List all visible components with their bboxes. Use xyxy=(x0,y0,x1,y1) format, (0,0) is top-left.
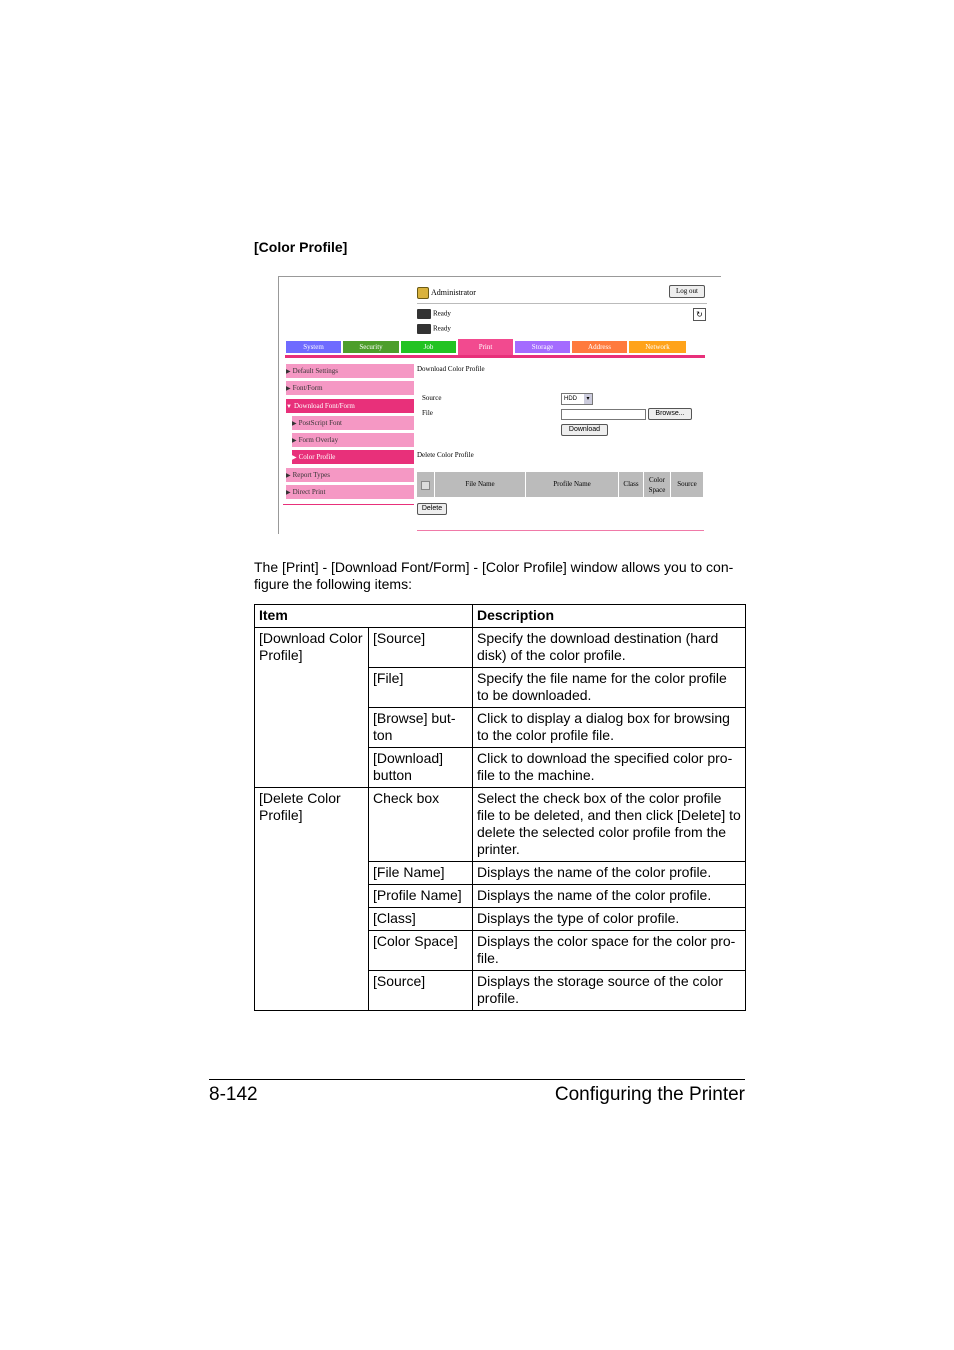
menu-label: Color Profile xyxy=(298,453,336,461)
menu-default-settings[interactable] xyxy=(286,364,414,378)
row-item: [Color Space] xyxy=(369,931,473,971)
table-row xyxy=(255,628,746,668)
admin-label xyxy=(417,287,476,299)
row-description: Displays the name of the color profile. xyxy=(473,862,746,885)
menu-label: Report Types xyxy=(292,471,330,479)
file-input[interactable] xyxy=(561,409,646,420)
column-class: Class xyxy=(619,472,644,497)
row-description: Specify the download destination (hard disk) of the color profile. xyxy=(473,628,746,668)
row-description: Displays the storage source of the color profile. xyxy=(473,971,746,1011)
tab-job[interactable]: Job xyxy=(401,341,456,353)
admin-text: Administrator xyxy=(431,287,476,297)
download-section-title: Download Color Profile xyxy=(417,365,485,373)
column-label: Space xyxy=(648,486,666,494)
row-item: Check box xyxy=(369,788,473,862)
administrator-icon xyxy=(417,287,429,299)
frame-border xyxy=(278,276,721,277)
arrow-right-icon: ▶ xyxy=(292,438,297,444)
row-description: Click to download the specified color pro- file to the machine. xyxy=(473,748,746,788)
column-source: Source xyxy=(671,472,703,497)
arrow-right-icon: ▶ xyxy=(286,386,291,392)
source-select[interactable] xyxy=(561,393,593,405)
arrow-down-icon: ▼ xyxy=(286,404,292,410)
tab-underline xyxy=(285,355,705,358)
status-text: Ready xyxy=(433,324,451,333)
row-description: Displays the color space for the color pro- file. xyxy=(473,931,746,971)
printer-icon xyxy=(417,324,431,334)
download-button[interactable]: Download xyxy=(561,424,608,436)
menu-color-profile[interactable] xyxy=(292,450,414,464)
row-description: Displays the type of color profile. xyxy=(473,908,746,931)
delete-button[interactable]: Delete xyxy=(417,503,447,515)
tab-network[interactable]: Network xyxy=(629,341,686,353)
divider xyxy=(283,504,414,505)
arrow-right-icon: ▶ xyxy=(286,490,291,496)
settings-table xyxy=(254,604,746,1011)
row-item: [Download] button xyxy=(369,748,473,788)
column-profile-name: Profile Name xyxy=(526,472,619,497)
table-header-row xyxy=(255,605,746,628)
file-label: File xyxy=(422,409,433,417)
section-heading: [Color Profile] xyxy=(254,239,348,255)
column-label: Color xyxy=(649,476,665,484)
menu-report-types[interactable] xyxy=(286,468,414,482)
menu-label: Form Overlay xyxy=(298,436,339,444)
row-item: [File] xyxy=(369,668,473,708)
arrow-right-icon: ▶ xyxy=(286,473,291,479)
row-item: [Source] xyxy=(369,628,473,668)
select-all-header xyxy=(417,472,435,497)
menu-label: Download Font/Form xyxy=(293,402,355,410)
status-ready-2 xyxy=(417,324,451,334)
row-description: Select the check box of the color profile file to be deleted, and then click [Delete] to delete the selected color profile from the printer. xyxy=(473,788,746,862)
group-download-color-profile: [Download Color Profile] xyxy=(255,628,369,788)
arrow-right-icon: ▶ xyxy=(292,421,297,427)
row-description: Click to display a dialog box for browsing to the color profile file. xyxy=(473,708,746,748)
menu-postscript-font[interactable] xyxy=(292,416,414,430)
row-item: [Browse] but- ton xyxy=(369,708,473,748)
source-select-value: HDD xyxy=(564,396,577,402)
row-description: Specify the file name for the color profile to be downloaded. xyxy=(473,668,746,708)
printer-icon xyxy=(417,309,431,319)
arrow-right-icon: ▶ xyxy=(286,369,291,375)
header-item: Item xyxy=(255,605,473,628)
column-file-name: File Name xyxy=(435,472,526,497)
row-description: Displays the name of the color profile. xyxy=(473,885,746,908)
arrow-right-icon: ▶ xyxy=(292,455,297,461)
header-description: Description xyxy=(473,605,746,628)
source-label: Source xyxy=(422,394,442,402)
table-row xyxy=(255,788,746,862)
row-item: [File Name] xyxy=(369,862,473,885)
status-ready-1 xyxy=(417,309,451,319)
divider xyxy=(417,303,707,304)
select-all-checkbox[interactable] xyxy=(421,481,430,490)
menu-font-form[interactable] xyxy=(286,381,414,395)
web-ui-screenshot xyxy=(278,276,721,534)
tab-storage[interactable]: Storage xyxy=(515,341,570,353)
divider xyxy=(417,530,704,531)
browse-button[interactable]: Browse... xyxy=(648,408,692,420)
menu-label: Font/Form xyxy=(292,384,323,392)
page-number: 8-142 xyxy=(209,1084,258,1105)
chevron-down-icon: ▾ xyxy=(584,394,592,404)
menu-direct-print[interactable] xyxy=(286,485,414,499)
frame-border xyxy=(278,276,279,534)
status-text: Ready xyxy=(433,309,451,318)
row-item: [Profile Name] xyxy=(369,885,473,908)
chapter-title: Configuring the Printer xyxy=(554,1084,745,1105)
tab-system[interactable]: System xyxy=(286,341,341,353)
tab-print[interactable]: Print xyxy=(458,339,513,355)
footer-rule xyxy=(209,1079,745,1080)
menu-label: Direct Print xyxy=(292,488,326,496)
menu-download-font-form[interactable] xyxy=(286,399,414,413)
tab-security[interactable]: Security xyxy=(343,341,399,353)
intro-paragraph: The [Print] - [Download Font/Form] - [Color Profile] window allows you to con- figure the following items: xyxy=(254,559,734,592)
row-item: [Class] xyxy=(369,908,473,931)
delete-section-title: Delete Color Profile xyxy=(417,451,474,459)
tab-address[interactable]: Address xyxy=(572,341,627,353)
menu-form-overlay[interactable] xyxy=(292,433,414,447)
group-delete-color-profile: [Delete Color Profile] xyxy=(255,788,369,1011)
column-color-space xyxy=(644,472,671,497)
menu-label: PostScript Font xyxy=(298,419,342,427)
refresh-icon[interactable]: ↻ xyxy=(693,308,706,321)
logout-button[interactable]: Log out xyxy=(669,285,705,298)
row-item: [Source] xyxy=(369,971,473,1011)
menu-label: Default Settings xyxy=(292,367,338,375)
